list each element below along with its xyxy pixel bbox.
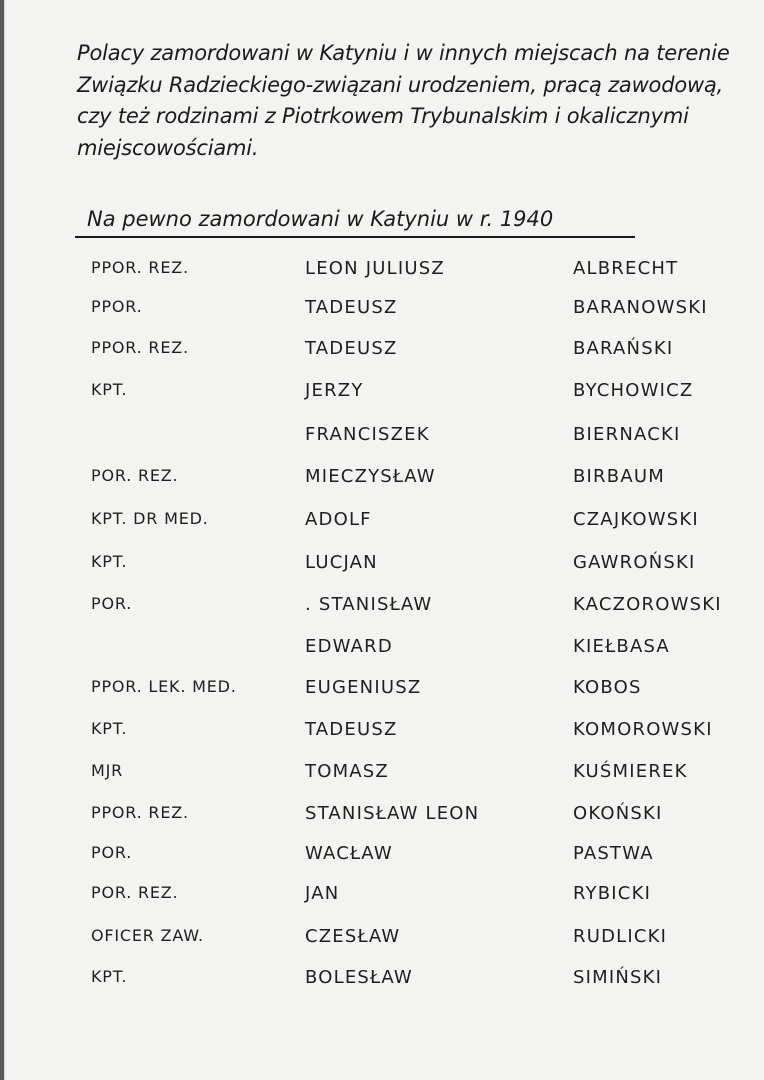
last-name: BIERNACKI — [573, 424, 681, 445]
rank: OFICER ZAW. — [91, 926, 204, 945]
rank: POR. — [91, 843, 133, 862]
list-item — [5, 967, 764, 997]
rank: POR. REZ. — [91, 466, 179, 485]
list-item — [5, 883, 764, 913]
list-item — [5, 719, 764, 749]
first-name: LEON JULIUSZ — [305, 258, 445, 279]
last-name: KOMOROWSKI — [573, 719, 713, 740]
list-item — [5, 258, 764, 288]
first-name: EDWARD — [305, 636, 393, 657]
list-item — [5, 297, 764, 327]
first-name: WACŁAW — [305, 843, 393, 864]
list-item — [5, 466, 764, 496]
list-item — [5, 509, 764, 539]
first-name: CZESŁAW — [305, 926, 401, 947]
last-name: PASTWA — [573, 843, 654, 864]
last-name: RUDLICKI — [573, 926, 668, 947]
first-name: LUCJAN — [305, 552, 378, 573]
list-item — [5, 636, 764, 666]
title-underline — [75, 236, 635, 238]
intro-line: Związku Radzieckiego-związani urodzeniem, pracą zawodową, — [77, 72, 724, 97]
last-name: BARAŃSKI — [573, 338, 674, 359]
first-name: TADEUSZ — [305, 719, 398, 740]
first-name: BOLESŁAW — [305, 967, 413, 988]
intro-paragraph — [77, 38, 747, 164]
first-name: FRANCISZEK — [305, 424, 430, 445]
list-item — [5, 803, 764, 833]
rank: POR. — [91, 594, 133, 613]
list-item — [5, 424, 764, 454]
last-name: ALBRECHT — [573, 258, 679, 279]
first-name: ADOLF — [305, 509, 372, 530]
last-name: GAWROŃSKI — [573, 552, 696, 573]
list-item — [5, 926, 764, 956]
list-item — [5, 552, 764, 582]
last-name: BYCHOWICZ — [573, 380, 694, 401]
rank: KPT. — [91, 380, 128, 399]
first-name: TOMASZ — [305, 761, 389, 782]
document-page — [4, 0, 764, 1080]
last-name: CZAJKOWSKI — [573, 509, 699, 530]
last-name: RYBICKI — [573, 883, 652, 904]
list-item — [5, 338, 764, 368]
last-name: OKOŃSKI — [573, 803, 663, 824]
first-name: EUGENIUSZ — [305, 677, 422, 698]
list-item — [5, 594, 764, 624]
rank: POR. REZ. — [91, 883, 179, 902]
rank: KPT. — [91, 552, 128, 571]
first-name: TADEUSZ — [305, 338, 398, 359]
rank: PPOR. LEK. MED. — [91, 677, 237, 696]
list-item — [5, 380, 764, 410]
first-name: . STANISŁAW — [305, 594, 433, 615]
first-name: JERZY — [305, 380, 364, 401]
rank: KPT. DR MED. — [91, 509, 209, 528]
list-item — [5, 677, 764, 707]
rank: PPOR. REZ. — [91, 803, 189, 822]
last-name: KIEŁBASA — [573, 636, 670, 657]
rank: PPOR. REZ. — [91, 338, 189, 357]
intro-line: Polacy zamordowani w Katyniu i w innych miejscach na terenie — [77, 41, 730, 65]
intro-line: czy też rodzinami z Piotrkowem Trybunalskim i okalicznymi — [77, 104, 689, 128]
last-name: KACZOROWSKI — [573, 594, 722, 615]
first-name: STANISŁAW LEON — [305, 803, 480, 824]
list-item — [5, 843, 764, 873]
rank: MJR — [91, 761, 124, 780]
first-name: JAN — [305, 883, 340, 904]
rank: PPOR. REZ. — [91, 258, 189, 277]
rank: KPT. — [91, 967, 128, 986]
last-name: KUŚMIEREK — [573, 761, 688, 782]
list-item — [5, 761, 764, 791]
last-name: SIMIŃSKI — [573, 967, 663, 988]
last-name: BIRBAUM — [573, 466, 665, 487]
rank: PPOR. — [91, 297, 143, 316]
rank: KPT. — [91, 719, 128, 738]
first-name: TADEUSZ — [305, 297, 398, 318]
last-name: BARANOWSKI — [573, 297, 708, 318]
intro-line: miejscowościami. — [77, 135, 259, 160]
first-name: MIECZYSŁAW — [305, 466, 436, 487]
last-name: KOBOS — [573, 677, 642, 698]
section-title: Na pewno zamordowani w Katyniu w r. 1940 — [87, 207, 554, 231]
